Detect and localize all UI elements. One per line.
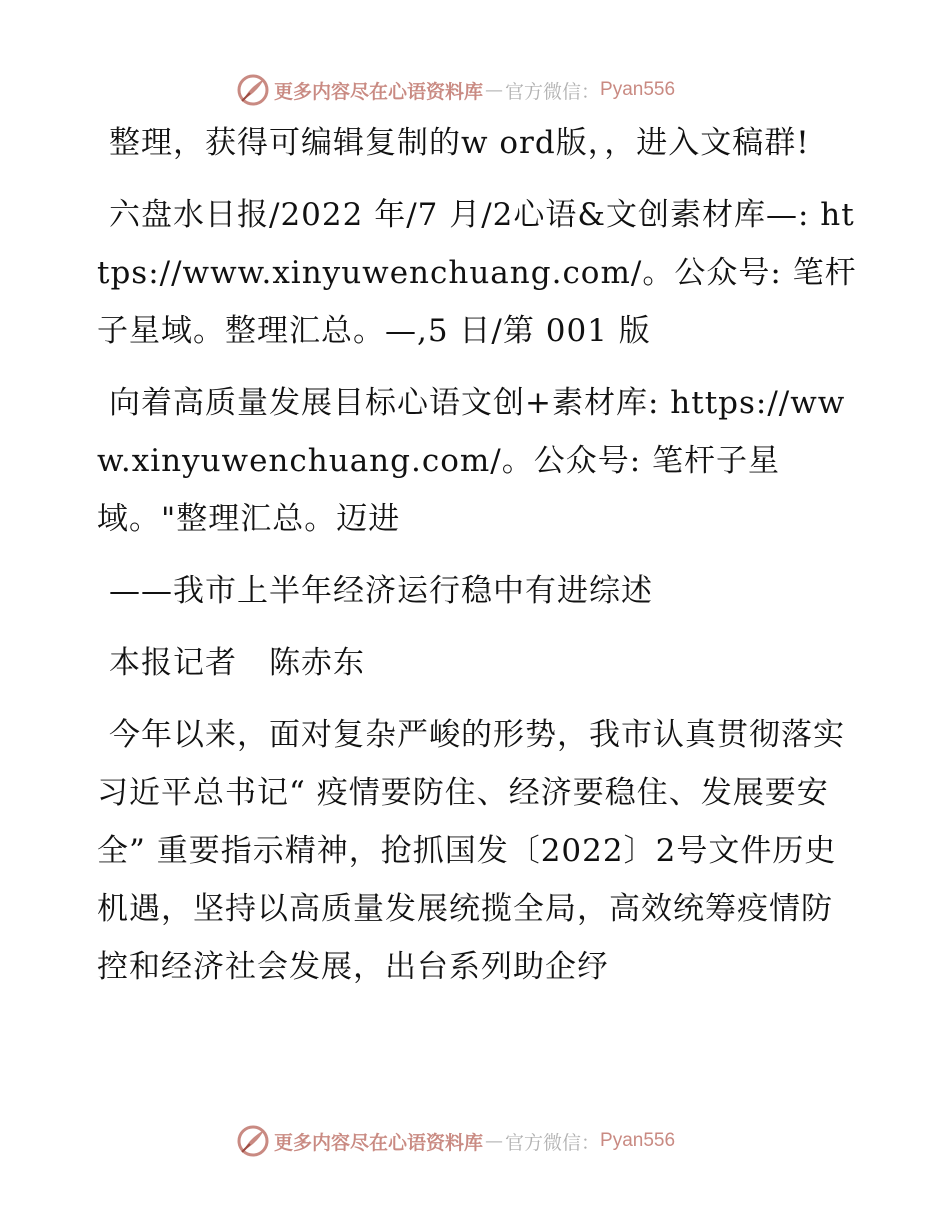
paragraph: 六盘水日报/2022 年/7 月/2心语&文创素材库—: https://www.xinyuwenchuang.com/。公众号: 笔杆子星域。整理汇总。—,5 日/第 001 版 [97, 197, 857, 349]
watermark-wechat-id: Pyan556 [600, 1130, 676, 1151]
paragraph: 向着高质量发展目标心语文创+素材库: https://www.xinyuwenchuang.com/。公众号: 笔杆子星域。"整理汇总。迈进 [97, 385, 846, 537]
watermark-site-name: 更多内容尽在心语资料库 [274, 1131, 484, 1154]
paragraph: 今年以来，面对复杂严峻的形势，我市认真贯彻落实习近平总书记“ 疫情要防住、经济要稳住、发展要安全” 重要指示精神，抢抓国发〔2022〕2号文件历史机遇，坚持以高质量发展统揽全局，高效统筹疫情防控和经济社会发展，出台系列助企纾 [97, 717, 845, 985]
watermark-label: 官方微信： [505, 80, 601, 103]
quill-logo-icon [236, 1124, 270, 1158]
article-body [97, 114, 857, 1010]
watermark-wechat-id: Pyan556 [600, 79, 676, 100]
watermark-site-name: 更多内容尽在心语资料库 [274, 80, 484, 103]
watermark-separator: — [485, 1130, 504, 1152]
watermark-separator: — [485, 79, 504, 101]
paragraph: 整理，获得可编辑复制的w ord版，，进入文稿群! [109, 125, 810, 161]
header-watermark [236, 73, 675, 107]
footer-watermark [236, 1124, 675, 1158]
quill-logo-icon [236, 73, 270, 107]
paragraph: ——我市上半年经济运行稳中有进综述 [109, 573, 653, 609]
paragraph: 本报记者 陈赤东 [109, 645, 365, 681]
watermark-label: 官方微信： [505, 1131, 601, 1154]
